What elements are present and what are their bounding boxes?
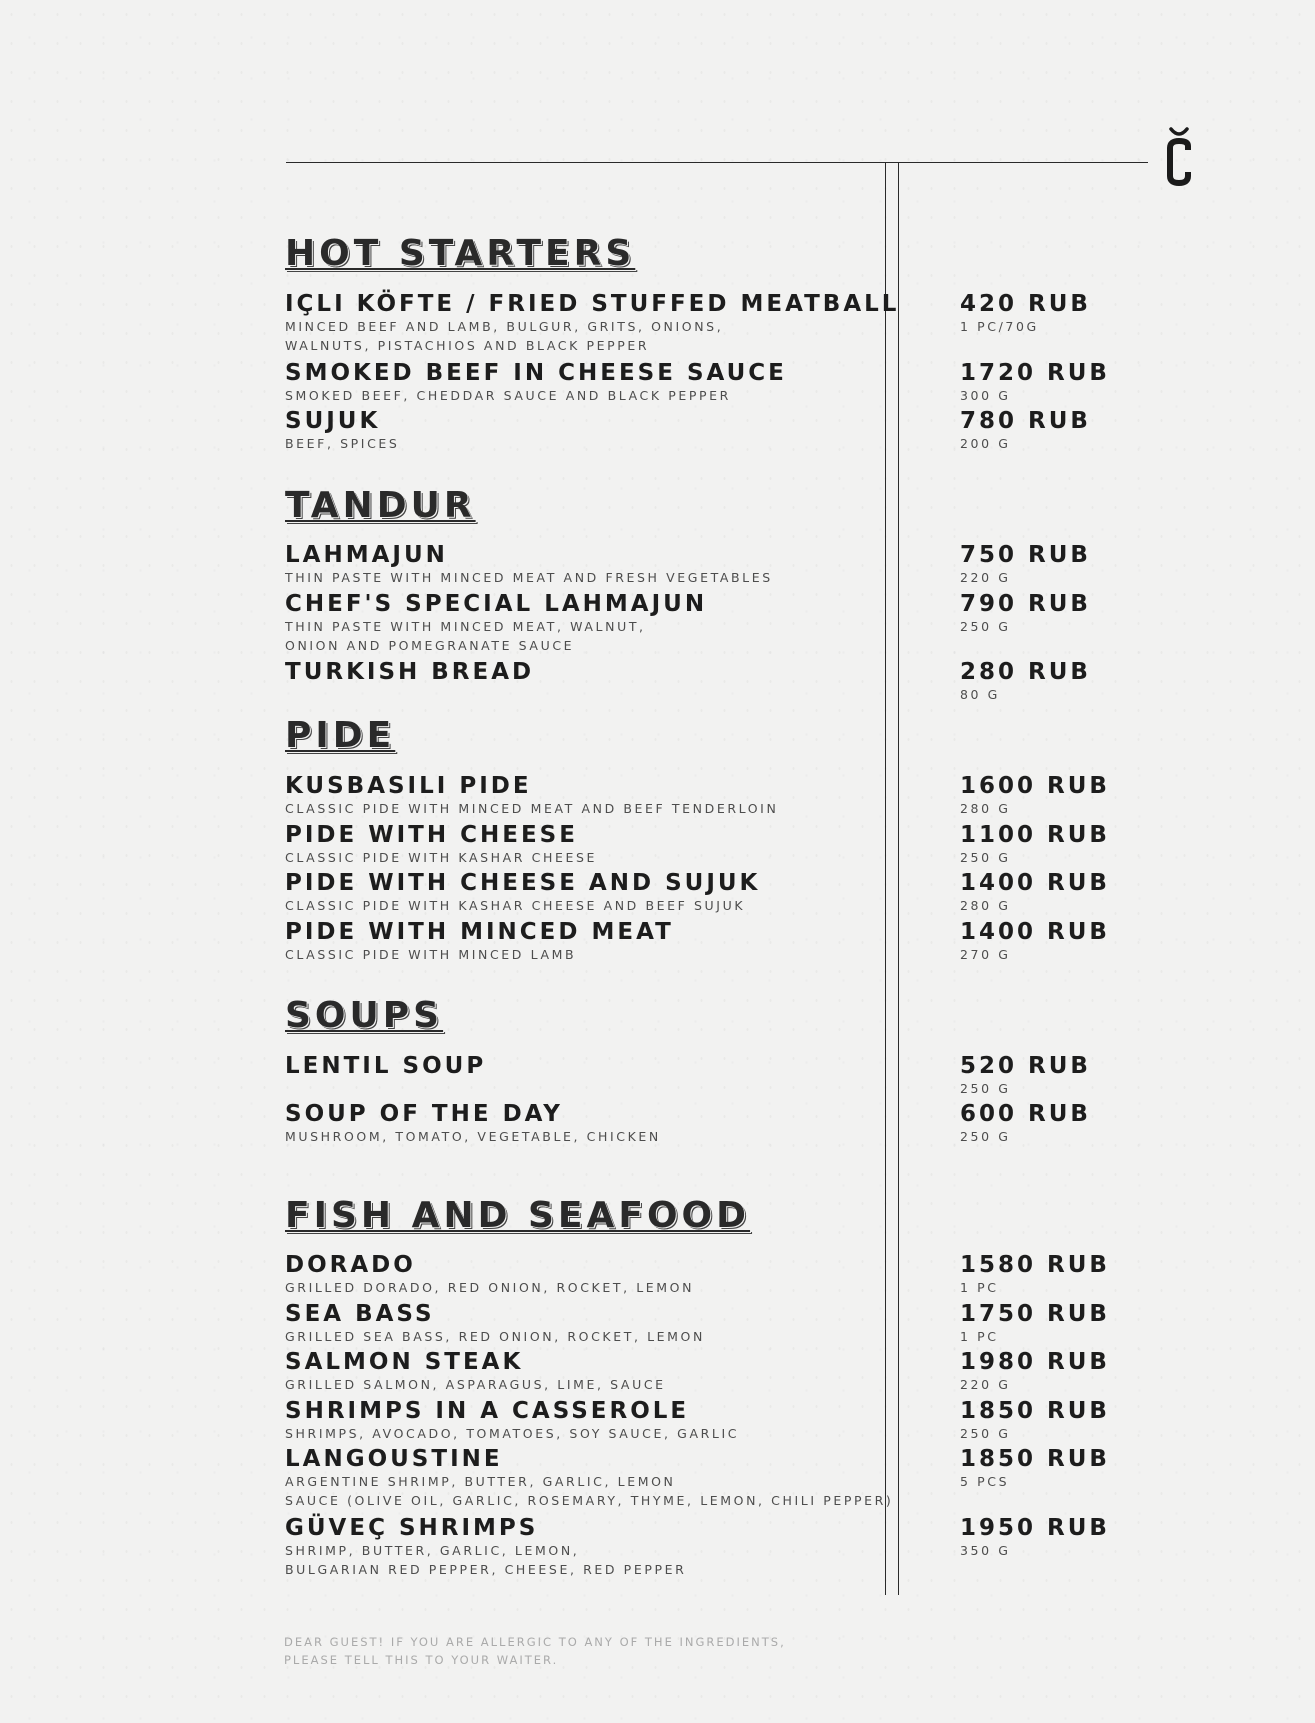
item-description: THIN PASTE WITH MINCED MEAT, WALNUT,: [285, 619, 646, 634]
menu-item: [285, 1101, 870, 1146]
c-caron-logo-icon: [1166, 126, 1192, 190]
section-title-soups: SOUPS: [285, 995, 444, 1036]
item-price: 1400 RUB: [960, 919, 1110, 945]
item-description: MINCED BEEF AND LAMB, BULGUR, GRITS, ONIONS,: [285, 319, 724, 334]
price-block: [960, 291, 1210, 336]
item-description: CLASSIC PIDE WITH KASHAR CHEESE AND BEEF SUJUK: [285, 898, 746, 913]
item-description: CLASSIC PIDE WITH MINCED LAMB: [285, 947, 577, 962]
item-name: CHEF'S SPECIAL LAHMAJUN: [285, 591, 708, 617]
price-block: [960, 870, 1210, 915]
item-price: 1720 RUB: [960, 360, 1110, 386]
price-block: [960, 408, 1210, 453]
item-description: SHRIMP, BUTTER, GARLIC, LEMON,: [285, 1543, 580, 1558]
menu-item: [285, 360, 870, 405]
item-price: 520 RUB: [960, 1053, 1091, 1079]
item-description: GRILLED DORADO, RED ONION, ROCKET, LEMON: [285, 1280, 695, 1295]
item-name: SMOKED BEEF IN CHEESE SAUCE: [285, 360, 787, 386]
item-price: 600 RUB: [960, 1101, 1091, 1127]
item-name: PIDE WITH MINCED MEAT: [285, 919, 674, 945]
section-title-hot-starters: HOT STARTERS: [285, 233, 636, 274]
menu-item: [285, 870, 870, 915]
item-weight: 250 G: [960, 1426, 1011, 1441]
menu-item: [285, 1349, 870, 1394]
item-description: GRILLED SEA BASS, RED ONION, ROCKET, LEMON: [285, 1329, 705, 1344]
item-name: LANGOUSTINE: [285, 1446, 503, 1472]
item-name: KUSBASILI PIDE: [285, 773, 532, 799]
item-price: 1100 RUB: [960, 822, 1110, 848]
item-weight: 300 G: [960, 388, 1011, 403]
column-divider-right: [898, 162, 899, 1595]
item-weight: 1 PC: [960, 1280, 999, 1295]
item-description: WALNUTS, PISTACHIOS AND BLACK PEPPER: [285, 338, 650, 353]
price-block: [960, 1515, 1210, 1560]
item-description: SHRIMPS, AVOCADO, TOMATOES, SOY SAUCE, GARLIC: [285, 1426, 740, 1441]
item-description: CLASSIC PIDE WITH KASHAR CHEESE: [285, 850, 597, 865]
item-description: MUSHROOM, TOMATO, VEGETABLE, CHICKEN: [285, 1129, 661, 1144]
item-price: 1580 RUB: [960, 1252, 1110, 1278]
item-weight: 1 PC: [960, 1329, 999, 1344]
item-name: GÜVEÇ SHRIMPS: [285, 1515, 539, 1541]
item-weight: 250 G: [960, 1081, 1011, 1096]
item-weight: 280 G: [960, 801, 1011, 816]
price-block: [960, 822, 1210, 867]
item-price: 1850 RUB: [960, 1398, 1110, 1424]
price-block: [960, 1053, 1210, 1098]
item-name: SHRIMPS IN A CASSEROLE: [285, 1398, 690, 1424]
price-block: [960, 591, 1210, 636]
item-description: ARGENTINE SHRIMP, BUTTER, GARLIC, LEMON: [285, 1474, 676, 1489]
item-name: IÇLI KÖFTE / FRIED STUFFED MEATBALL: [285, 291, 900, 317]
item-weight: 1 PC/70G: [960, 319, 1039, 334]
column-divider-left: [885, 162, 886, 1595]
item-price: 750 RUB: [960, 542, 1091, 568]
top-rule: [286, 162, 1148, 163]
price-block: [960, 1349, 1210, 1394]
item-description: BEEF, SPICES: [285, 436, 400, 451]
item-name: SALMON STEAK: [285, 1349, 524, 1375]
item-description: GRILLED SALMON, ASPARAGUS, LIME, SAUCE: [285, 1377, 666, 1392]
item-description: CLASSIC PIDE WITH MINCED MEAT AND BEEF TENDERLOIN: [285, 801, 779, 816]
item-price: 1400 RUB: [960, 870, 1110, 896]
item-description: BULGARIAN RED PEPPER, CHEESE, RED PEPPER: [285, 1562, 687, 1577]
item-name: DORADO: [285, 1252, 416, 1278]
item-weight: 280 G: [960, 898, 1011, 913]
section-title-pide: PIDE: [285, 715, 396, 756]
item-price: 1950 RUB: [960, 1515, 1110, 1541]
menu-item: [285, 773, 870, 818]
price-block: [960, 1398, 1210, 1443]
price-block: [960, 773, 1210, 818]
menu-item: [285, 1515, 870, 1579]
menu-item: [285, 591, 870, 655]
item-name: SUJUK: [285, 408, 381, 434]
menu-item: [285, 542, 870, 587]
section-title-tandur: TANDUR: [285, 485, 476, 526]
item-price: 1750 RUB: [960, 1301, 1110, 1327]
price-block: [960, 542, 1210, 587]
menu-item: [285, 1053, 870, 1079]
price-block: [960, 1301, 1210, 1346]
item-name: PIDE WITH CHEESE AND SUJUK: [285, 870, 761, 896]
price-block: [960, 1446, 1210, 1491]
price-block: [960, 1252, 1210, 1297]
item-weight: 250 G: [960, 619, 1011, 634]
price-block: [960, 919, 1210, 964]
price-block: [960, 360, 1210, 405]
item-weight: 220 G: [960, 1377, 1011, 1392]
menu-item: [285, 919, 870, 964]
menu-item: [285, 1398, 870, 1443]
item-weight: 80 G: [960, 687, 1000, 702]
menu-item: [285, 291, 900, 355]
item-price: 1850 RUB: [960, 1446, 1110, 1472]
item-name: TURKISH BREAD: [285, 659, 535, 685]
item-weight: 5 PCS: [960, 1474, 1010, 1489]
menu-item: [285, 1446, 894, 1510]
item-price: 780 RUB: [960, 408, 1091, 434]
menu-item: [285, 1301, 870, 1346]
menu-item: [285, 822, 870, 867]
allergy-notice-line: DEAR GUEST! IF YOU ARE ALLERGIC TO ANY OF THE INGREDIENTS,: [284, 1635, 786, 1649]
item-name: SEA BASS: [285, 1301, 435, 1327]
item-price: 790 RUB: [960, 591, 1091, 617]
item-weight: 270 G: [960, 947, 1011, 962]
item-price: 1980 RUB: [960, 1349, 1110, 1375]
menu-item: [285, 659, 870, 685]
menu-item: [285, 1252, 870, 1297]
item-description: ONION AND POMEGRANATE SAUCE: [285, 638, 575, 653]
item-weight: 250 G: [960, 850, 1011, 865]
allergy-notice: [284, 1633, 786, 1669]
item-name: PIDE WITH CHEESE: [285, 822, 578, 848]
price-block: [960, 659, 1210, 704]
item-name: LENTIL SOUP: [285, 1053, 487, 1079]
item-price: 280 RUB: [960, 659, 1091, 685]
item-description: SAUCE (OLIVE OIL, GARLIC, ROSEMARY, THYME, LEMON, CHILI PEPPER): [285, 1493, 894, 1508]
item-price: 420 RUB: [960, 291, 1091, 317]
item-weight: 200 G: [960, 436, 1011, 451]
item-weight: 220 G: [960, 570, 1011, 585]
section-title-fish-and-seafood: FISH AND SEAFOOD: [285, 1195, 751, 1236]
item-weight: 350 G: [960, 1543, 1011, 1558]
allergy-notice-line: PLEASE TELL THIS TO YOUR WAITER.: [284, 1653, 559, 1667]
item-price: 1600 RUB: [960, 773, 1110, 799]
item-name: LAHMAJUN: [285, 542, 448, 568]
item-weight: 250 G: [960, 1129, 1011, 1144]
item-description: SMOKED BEEF, CHEDDAR SAUCE AND BLACK PEPPER: [285, 388, 731, 403]
item-name: SOUP OF THE DAY: [285, 1101, 563, 1127]
item-description: THIN PASTE WITH MINCED MEAT AND FRESH VEGETABLES: [285, 570, 773, 585]
menu-item: [285, 408, 870, 453]
price-block: [960, 1101, 1210, 1146]
